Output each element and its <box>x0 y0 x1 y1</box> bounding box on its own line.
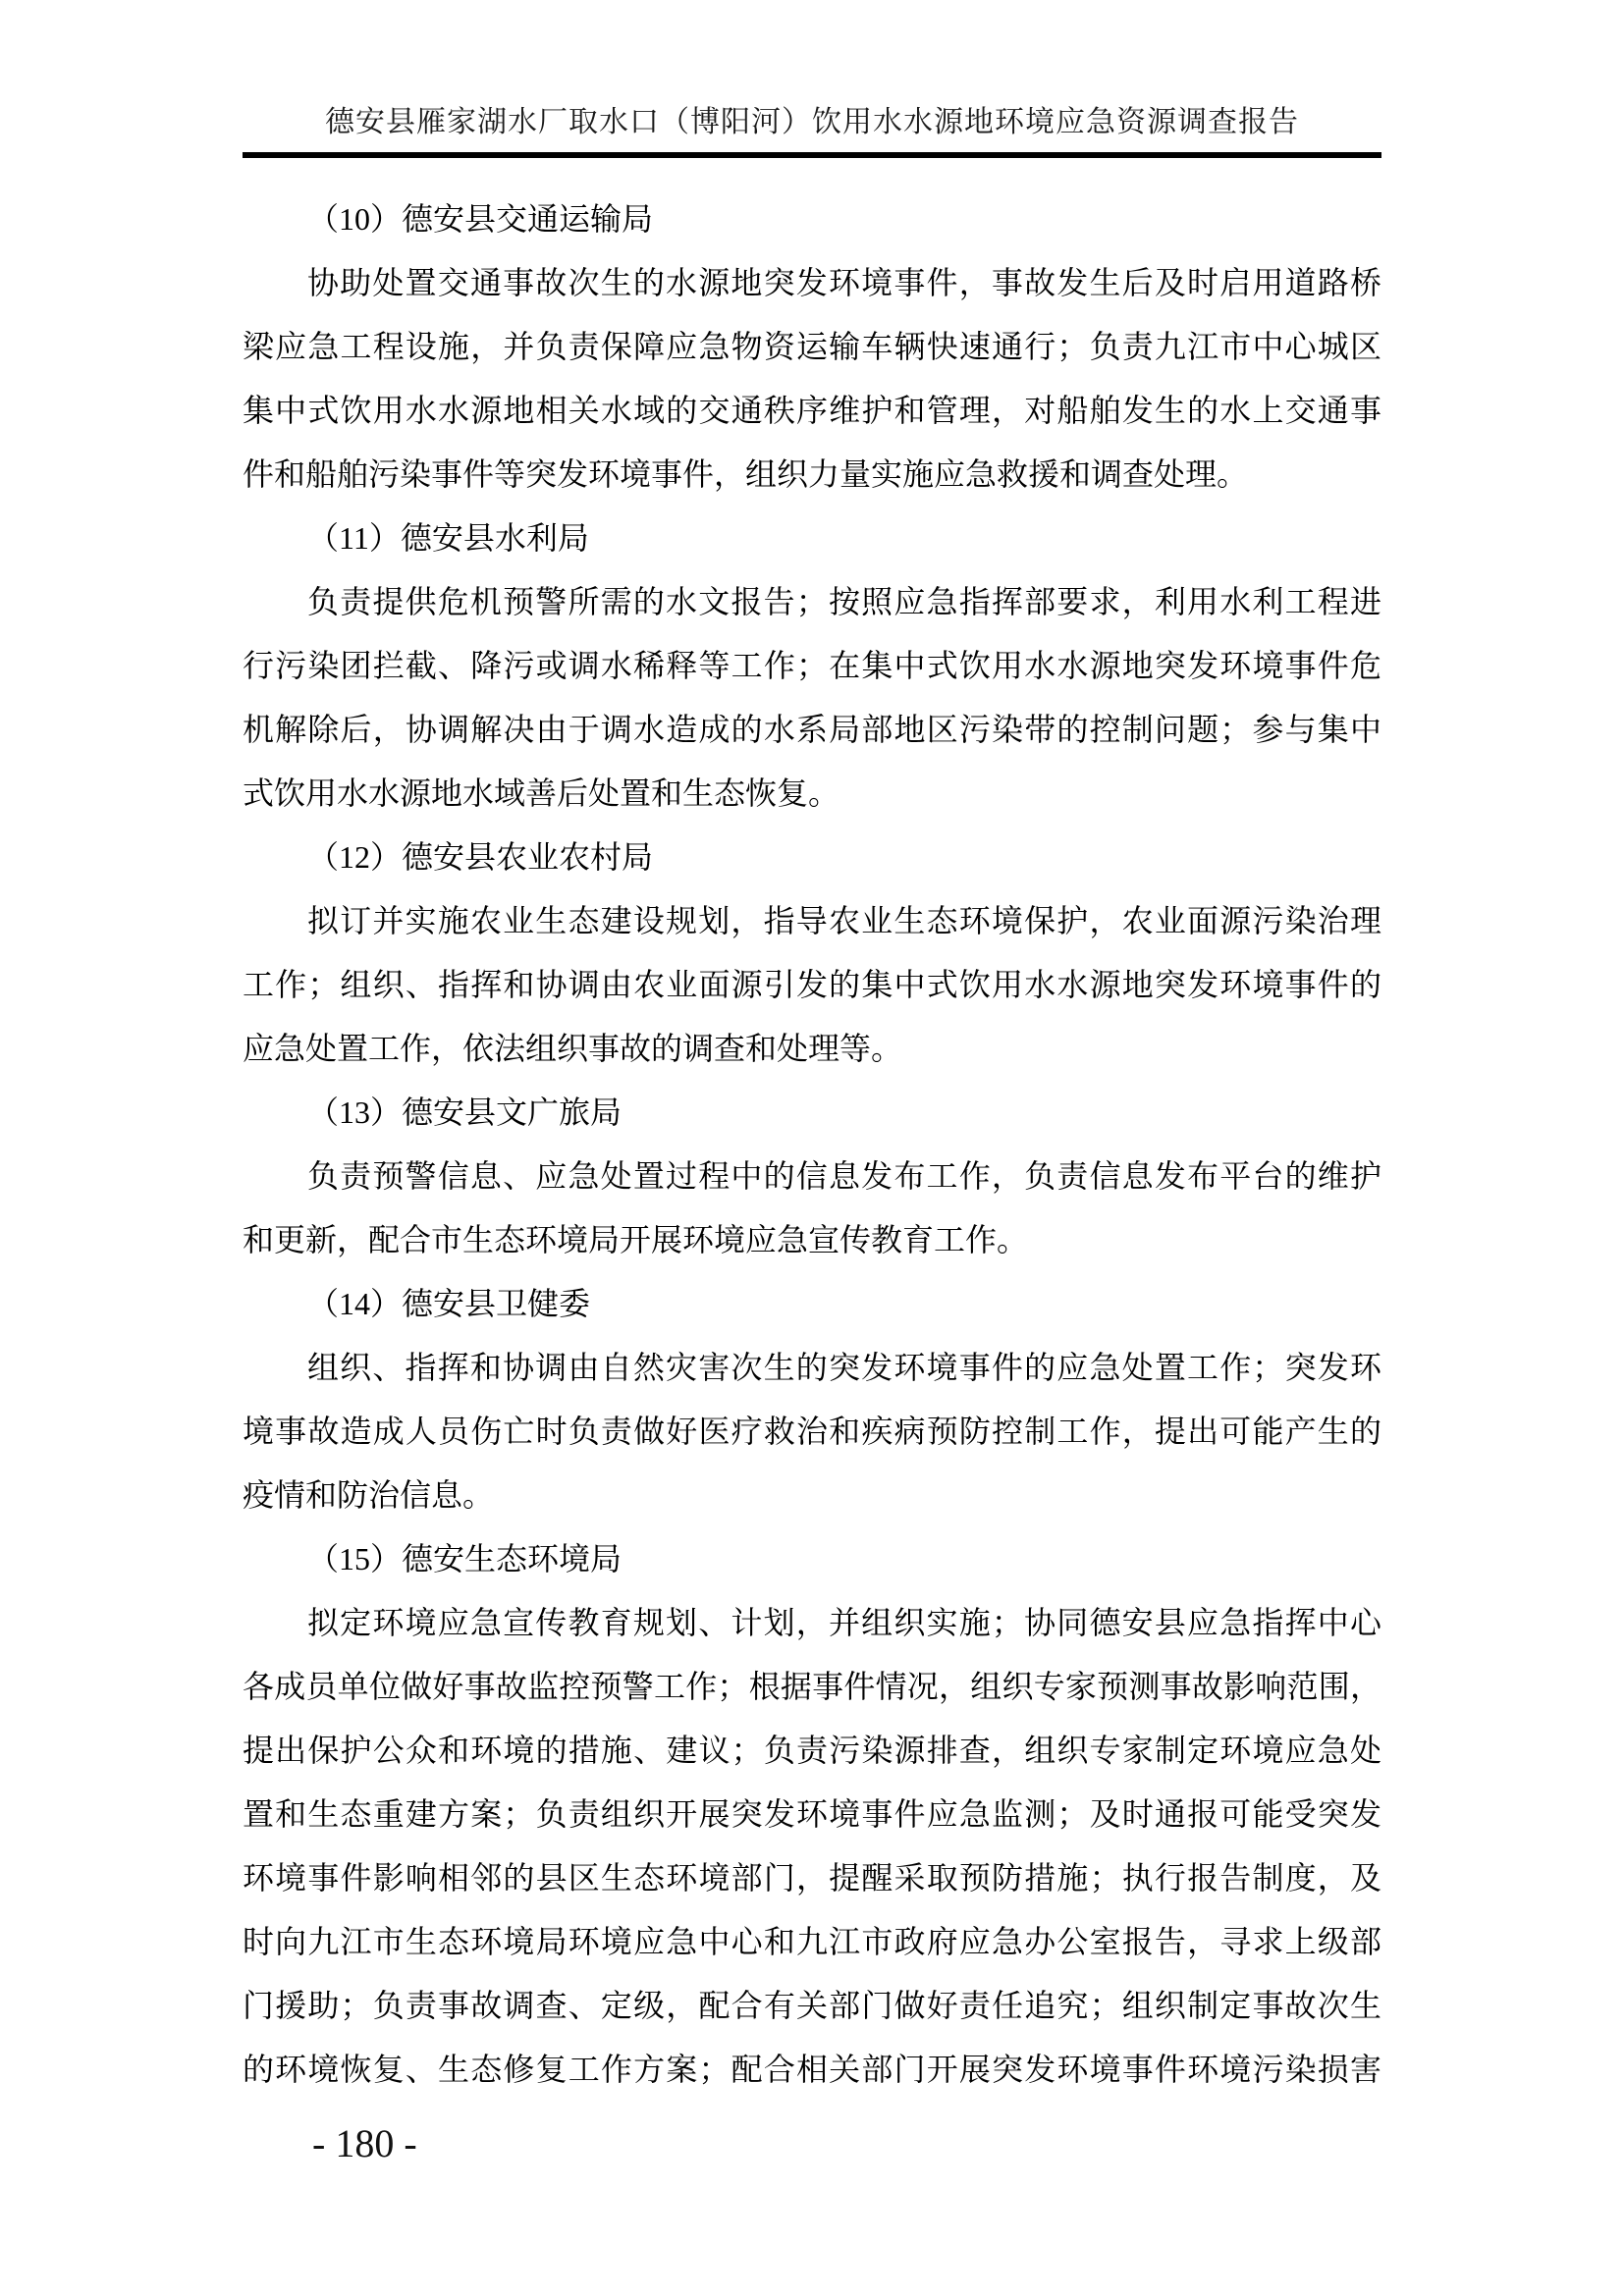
section-heading: （14）德安县卫健委 <box>307 1286 591 1321</box>
page-number: - 180 - <box>312 2121 417 2165</box>
paragraph-line: 置和生态重建方案；负责组织开展突发环境事件应急监测；及时通报可能受突发 <box>243 1796 1381 1832</box>
paragraph-line: 负责预警信息、应急处置过程中的信息发布工作，负责信息发布平台的维护 <box>307 1158 1381 1194</box>
paragraph-line: 负责提供危机预警所需的水文报告；按照应急指挥部要求，利用水利工程进 <box>307 584 1381 619</box>
paragraph-line: 和更新，配合市生态环境局开展环境应急宣传教育工作。 <box>243 1222 1029 1257</box>
section-heading: （11）德安县水利局 <box>307 520 589 556</box>
paragraph-line: 梁应急工程设施，并负责保障应急物资运输车辆快速通行；负责九江市中心城区 <box>243 329 1381 364</box>
document-body <box>243 187 1381 2102</box>
header-divider <box>243 152 1381 158</box>
paragraph-line: 式饮用水水源地水域善后处置和生态恢复。 <box>243 775 840 811</box>
section-heading: （13）德安县文广旅局 <box>307 1095 623 1130</box>
paragraph-line: 提出保护公众和环境的措施、建议；负责污染源排查，组织专家制定环境应急处 <box>243 1733 1381 1768</box>
paragraph-line: 组织、指挥和协调由自然灾害次生的突发环境事件的应急处置工作；突发环 <box>307 1350 1381 1385</box>
paragraph-line: 拟订并实施农业生态建设规划，指导农业生态环境保护，农业面源污染治理 <box>307 903 1381 938</box>
paragraph-line: 的环境恢复、生态修复工作方案；配合相关部门开展突发环境事件环境污染损害 <box>243 2052 1381 2087</box>
paragraph-line: 时向九江市生态环境局环境应急中心和九江市政府应急办公室报告，寻求上级部 <box>243 1924 1381 1959</box>
paragraph-line: 机解除后，协调解决由于调水造成的水系局部地区污染带的控制问题；参与集中 <box>243 712 1381 747</box>
paragraph-line: 门援助；负责事故调查、定级，配合有关部门做好责任追究；组织制定事故次生 <box>243 1988 1381 2023</box>
paragraph-line: 疫情和防治信息。 <box>243 1477 495 1513</box>
paragraph-line: 协助处置交通事故次生的水源地突发环境事件，事故发生后及时启用道路桥 <box>307 265 1381 300</box>
paragraph-line: 拟定环境应急宣传教育规划、计划，并组织实施；协同德安县应急指挥中心 <box>307 1605 1381 1640</box>
section-heading: （15）德安生态环境局 <box>307 1541 623 1576</box>
paragraph-line: 集中式饮用水水源地相关水域的交通秩序维护和管理，对船舶发生的水上交通事 <box>243 393 1381 428</box>
paragraph-line: 工作；组织、指挥和协调由农业面源引发的集中式饮用水水源地突发环境事件的 <box>243 967 1381 1002</box>
paragraph-line: 各成员单位做好事故监控预警工作；根据事件情况，组织专家预测事故影响范围， <box>243 1669 1381 1704</box>
page-header-title: 德安县雁家湖水厂取水口（博阳河）饮用水水源地环境应急资源调查报告 <box>325 106 1299 138</box>
section-heading: （12）德安县农业农村局 <box>307 839 654 875</box>
paragraph-line: 应急处置工作，依法组织事故的调查和处理等。 <box>243 1031 903 1066</box>
paragraph-line: 件和船舶污染事件等突发环境事件，组织力量实施应急救援和调查处理。 <box>243 456 1249 492</box>
section-heading: （10）德安县交通运输局 <box>307 201 654 237</box>
paragraph-line: 行污染团拦截、降污或调水稀释等工作；在集中式饮用水水源地突发环境事件危 <box>243 648 1381 683</box>
paragraph-line: 环境事件影响相邻的县区生态环境部门，提醒采取预防措施；执行报告制度，及 <box>243 1860 1381 1896</box>
paragraph-line: 境事故造成人员伤亡时负责做好医疗救治和疾病预防控制工作，提出可能产生的 <box>243 1414 1381 1449</box>
